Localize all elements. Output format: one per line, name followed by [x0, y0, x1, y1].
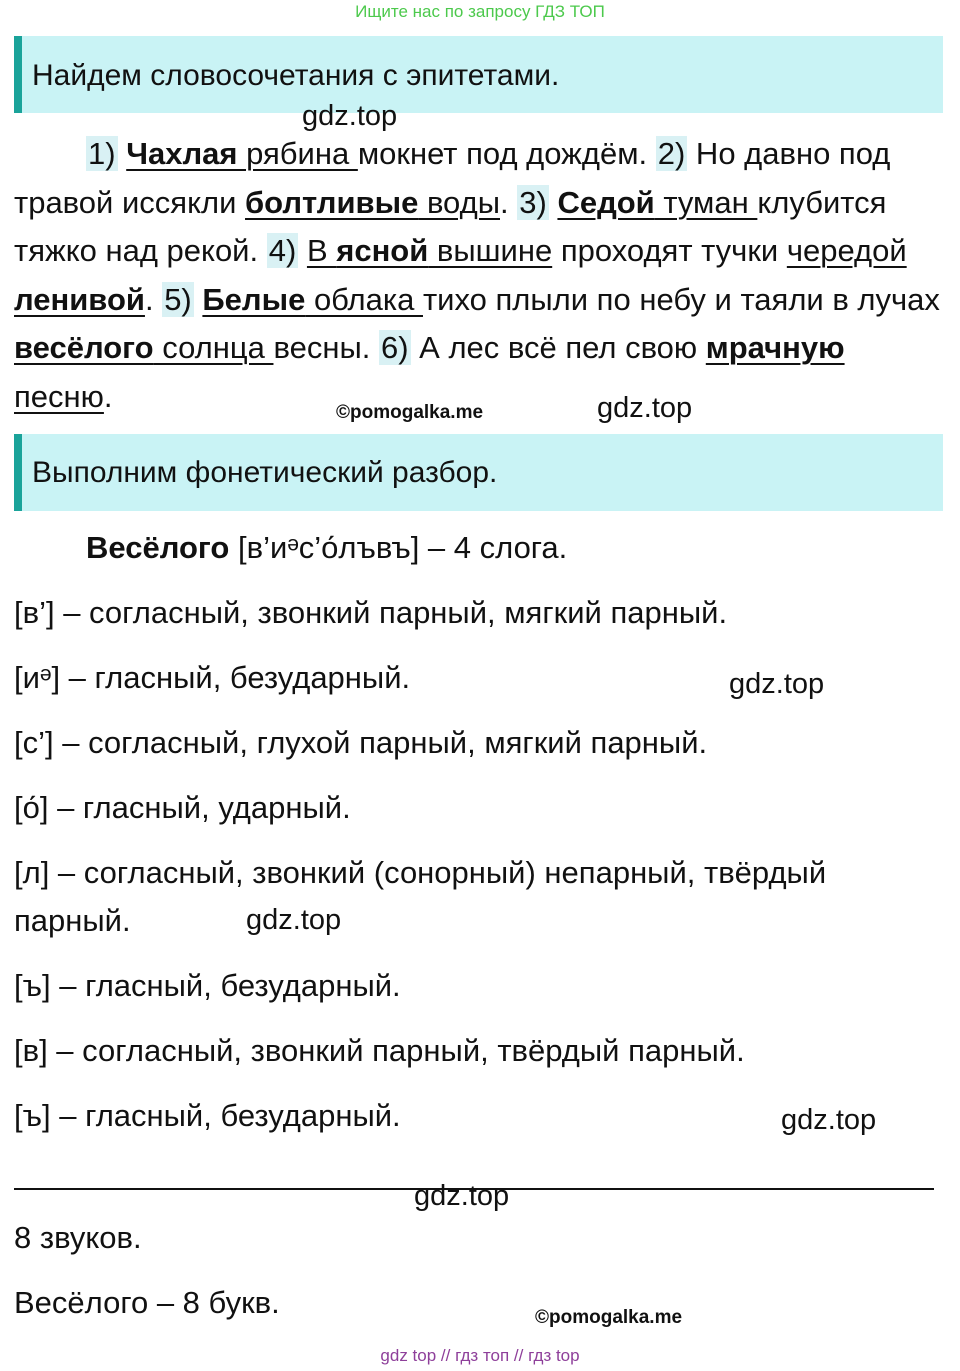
phrase-epithet: чередой ленивой	[14, 233, 907, 317]
watermark-pomogalka: ©pomogalka.me	[535, 1307, 683, 1328]
phrase-epithet: болтливые воды	[245, 184, 500, 220]
sound-line: [иᵊ] – гласный, безударный.	[14, 660, 411, 695]
sound-count: 8 звуков.	[14, 1220, 142, 1255]
sentence-number: 5)	[164, 281, 192, 317]
sound-line: [в’] – согласный, звонкий парный, мягкий парный.	[14, 595, 728, 630]
watermark-gdz: gdz.top	[246, 904, 342, 936]
watermark-gdz: gdz.top	[302, 100, 398, 132]
phrase-epithet: Чахлая рябина	[126, 136, 358, 171]
phrase-epithet: Белые облака	[202, 281, 423, 317]
watermark-pomogalka: ©pomogalka.me	[336, 402, 484, 423]
section-heading-epithets: Найдем словосочетания с эпитетами.	[14, 36, 943, 113]
watermark-gdz: gdz.top	[597, 392, 693, 424]
sound-line: [ъ] – гласный, безударный.	[14, 1098, 401, 1133]
phrase-epithet: весёлого солнца	[14, 330, 274, 365]
phrase-epithet: В ясной вышине	[306, 233, 553, 268]
sound-line: [о́] – гласный, ударный.	[14, 790, 351, 825]
analysis-title: Весёлого [в’иᵊс’о́лъвъ] – 4 слога.	[86, 530, 568, 565]
top-search-note: Ищите нас по запросу ГДЗ ТОП	[355, 2, 605, 21]
watermark-gdz: gdz.top	[781, 1104, 877, 1136]
sound-line: [с’] – согласный, глухой парный, мягкий парный.	[14, 725, 708, 760]
sentence-number: 1)	[88, 136, 116, 171]
sound-line: [л] – согласный, звонкий (сонорный) непарный, твёрдый	[14, 855, 827, 890]
phrase-epithet: мрачную песню	[14, 330, 845, 414]
letter-count: Весёлого – 8 букв.	[14, 1285, 280, 1320]
sound-line: [ъ] – гласный, безударный.	[14, 968, 401, 1003]
sentence-number: 3)	[519, 184, 547, 220]
phrase-epithet: Седой туман	[557, 184, 758, 220]
sentence-number: 6)	[380, 330, 409, 365]
epithets-paragraph: 1) Чахлая рябина мокнет под дождём. 2) Но давно под травой иссякли болтливые воды. 3) Седой туман клубится тяжко над рекой. 4) В ясной вышине проходят тучки чередой ленивой. 5) Белые облака тихо плыли по небу и таяли в лучах весёлого солнца весны. 6) А лес всё пел свою мрачную песню.	[14, 136, 940, 414]
watermark-gdz: gdz.top	[729, 668, 825, 700]
bottom-site-note: gdz top // гдз топ // гдз top	[380, 1346, 580, 1365]
section-heading-phonetic: Выполним фонетический разбор.	[14, 434, 943, 511]
sentence-number: 4)	[268, 233, 297, 268]
watermark-gdz: gdz.top	[414, 1180, 510, 1212]
sound-line-continuation: парный.	[14, 903, 131, 938]
sentence-number: 2)	[657, 136, 686, 171]
sound-line: [в] – согласный, звонкий парный, твёрдый парный.	[14, 1033, 745, 1068]
